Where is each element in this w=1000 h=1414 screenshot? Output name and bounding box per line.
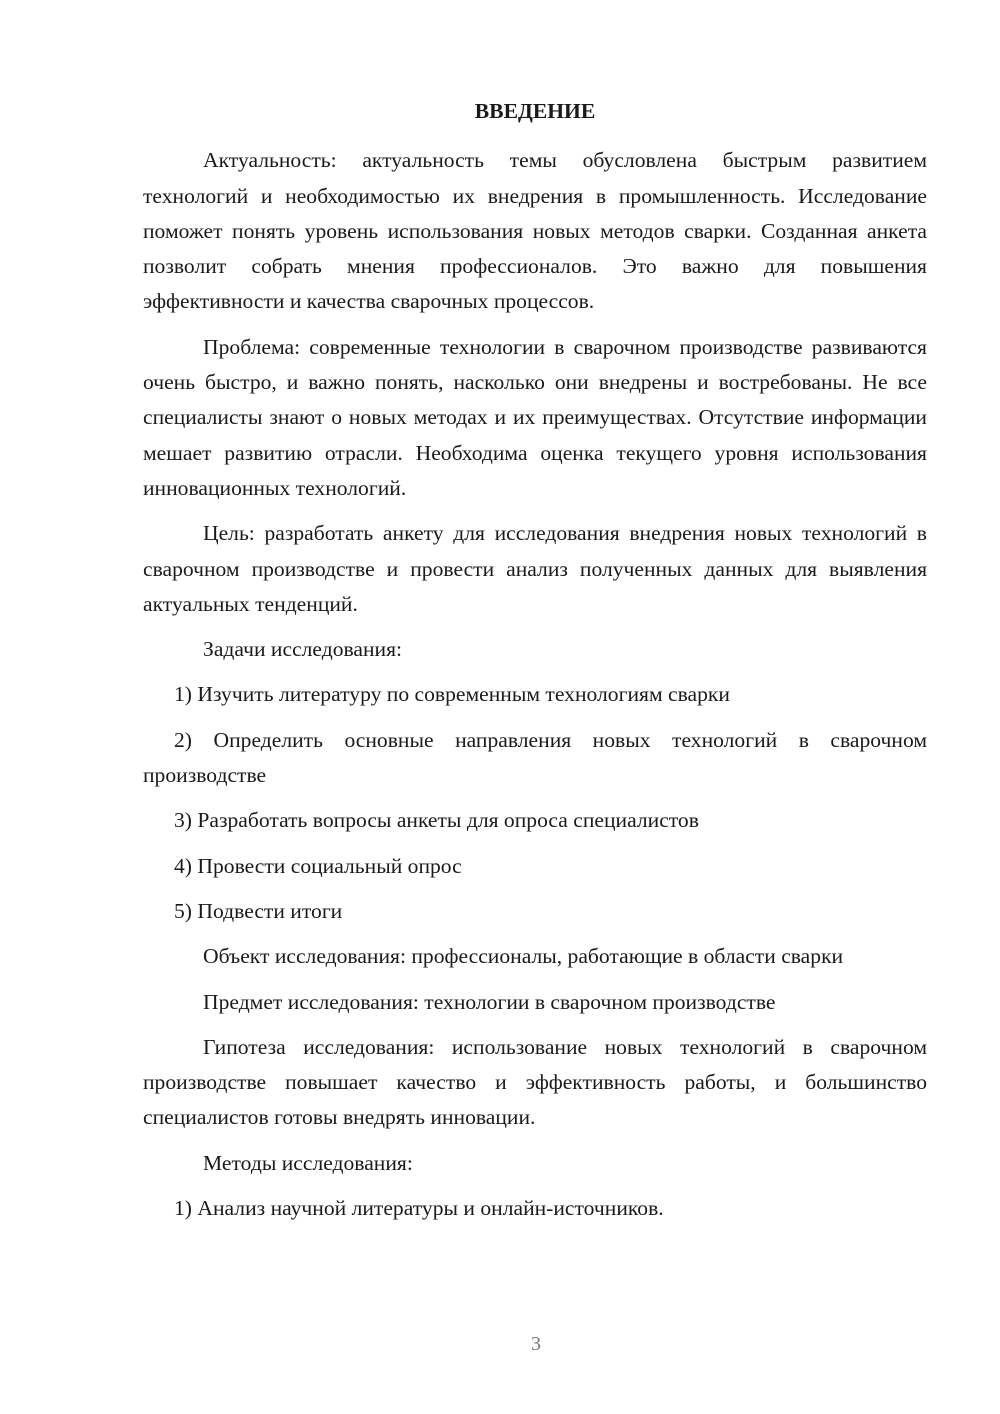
paragraph-relevance: Актуальность: актуальность темы обусловлена быстрым развитием технологий и необходимостью их внедрения в промышленность. Исследование поможет понять уровень использования новых методов сварки. Созданная анкета позволит собрать мнения профессионалов. Это важно для повышения эффективности и качества сварочных процессов. xyxy=(143,148,927,314)
paragraph-goal: Цель: разработать анкету для исследования внедрения новых технологий в сварочном производстве и провести анализ полученных данных для выявления актуальных тенденций. xyxy=(143,521,927,616)
paragraph-tasks-heading: Задачи исследования: xyxy=(203,637,403,662)
list-item-task-1: 1) Изучить литературу по современным технологиям сварки xyxy=(174,682,730,707)
paragraph-methods-heading: Методы исследования: xyxy=(203,1150,413,1175)
list-item-task-2: 2) Определить основные направления новых технологий в сварочном производстве xyxy=(143,727,927,788)
list-item-task-3: 3) Разработать вопросы анкеты для опроса специалистов xyxy=(174,808,699,833)
list-item-task-4: 4) Провести социальный опрос xyxy=(174,853,462,878)
paragraph-problem: Проблема: современные технологии в сварочном производстве развиваются очень быстро, и важно понять, насколько они внедрены и востребованы. Не все специалисты знают о новых методах и их преимуществах. Отсутствие информации мешает развитию отрасли. Необходима оценка текущего уровня использования инновационных технологий. xyxy=(143,334,927,500)
page-title: ВВЕДЕНИЕ xyxy=(474,99,596,123)
document-page xyxy=(143,94,927,1236)
list-item-task-5: 5) Подвести итоги xyxy=(174,898,343,923)
list-item-method-1: 1) Анализ научной литературы и онлайн-источников. xyxy=(174,1196,664,1221)
paragraph-hypothesis: Гипотеза исследования: использование новых технологий в сварочном производстве повышает качество и эффективность работы, и большинство специалистов готовы внедрять инновации. xyxy=(143,1034,927,1130)
paragraph-object: Объект исследования: профессионалы, работающие в области сварки xyxy=(203,944,844,969)
paragraph-subject: Предмет исследования: технологии в сварочном производстве xyxy=(203,989,776,1014)
page-number: 3 xyxy=(531,1333,541,1355)
